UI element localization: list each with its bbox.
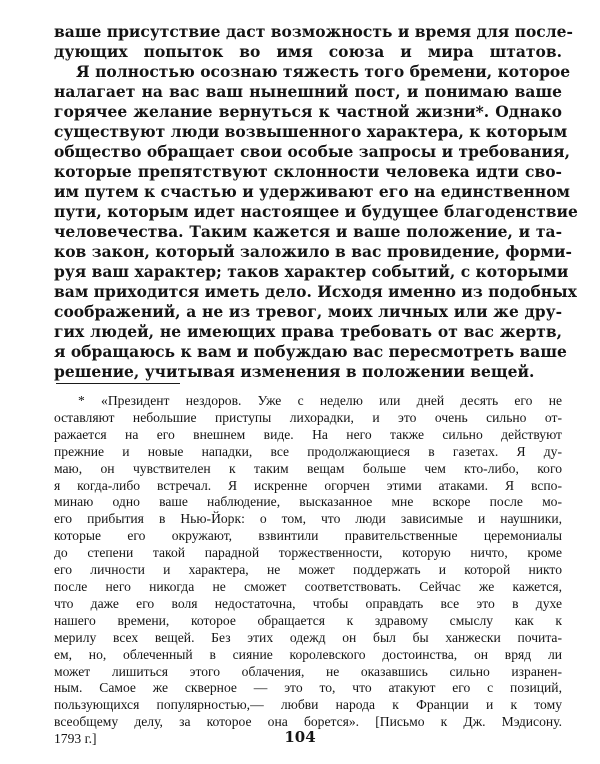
text-line: им путем к счастью и удерживают его на единственном <box>54 182 570 201</box>
text-line: существуют люди возвышенного характера, к которым <box>54 122 568 141</box>
footnote-line: которые его окружают, взвинтили правительственные церемониалы <box>54 528 562 544</box>
paragraph-continuation <box>54 22 573 62</box>
text-line: руя ваш характер; таков характер событий, с которыми <box>54 262 569 281</box>
footnote-line: я когда-либо встречал. Я искренне огорчен этими атаками. Я вспо- <box>54 477 562 493</box>
footnote-line: всеобщему делу, за которое она борется». [Письмо к Дж. Мэдисону. <box>54 714 562 730</box>
text-line: налагает на вас ваш нынешний пост, и понимаю ваше <box>54 82 562 101</box>
paragraph-main <box>54 62 578 382</box>
footnote-line: ным. Самое же скверное — это то, что атакуют его с позиций, <box>54 680 562 696</box>
footnote-line: его личности и характера, не может поддержать и которой никто <box>54 562 562 578</box>
text-line: человечества. Таким кажется и ваше положение, и та- <box>54 222 562 241</box>
footnote-line: оставляют небольшие приступы лихорадки, и это очень сильно от- <box>54 409 562 425</box>
footnote <box>54 393 562 748</box>
text-line: пути, которым идет настоящее и будущее благоденствие <box>54 202 578 221</box>
footnote-line: * «Президент нездоров. Уже с неделю или дней десять его не <box>78 393 562 408</box>
footnote-line: ражается на его внешнем виде. На него также сильно действуют <box>54 426 562 442</box>
footnote-line: ем, но, облеченный в сияние королевского достоинства, он вряд ли <box>54 646 562 662</box>
footnote-line: нашего времени, которое обращается к здравому смыслу как к <box>54 612 562 628</box>
text-line: горячее желание вернуться к частной жизни*. Однако <box>54 102 562 121</box>
text-line: которые препятствуют склонности человека идти сво- <box>54 162 562 181</box>
text-line: Я полностью осознаю тяжесть того бремени, которое <box>76 62 571 81</box>
text-line: дующих попыток во имя союза и мира штатов. <box>54 42 562 61</box>
footnote-line: до степени такой парадной торжественности, которую ничто, кроме <box>54 545 562 561</box>
footnote-line: 1793 г.] <box>54 731 97 747</box>
text-line: ков закон, который заложило в вас провидение, форми- <box>54 242 572 261</box>
page-number: 104 <box>284 728 316 746</box>
footnote-line: пользующихся популярностью,— любви народа к Франции и к тому <box>54 697 562 713</box>
text-line: решение, учитывая изменения в положении вещей. <box>54 362 535 381</box>
footnote-line: после него никогда не сможет соответствовать. Сейчас же кажется, <box>54 578 562 594</box>
footnote-line: его прибытия в Нью-Йорк: о том, что люди зависимые и наушники, <box>54 511 562 527</box>
text-line: вам приходится иметь дело. Исходя именно из подобных <box>54 282 577 301</box>
footnote-line: может лишиться этого облачения, не оказавшись сильно изранен- <box>54 663 562 679</box>
footnote-line: что даже его воля недостаточна, чтобы оправдать все это в духе <box>54 595 562 611</box>
text-line: ваше присутствие даст возможность и время для после- <box>54 22 573 41</box>
text-line: соображений, а не из тревог, моих личных или же дру- <box>54 302 562 321</box>
footnote-line: мерилу всех вещей. Без этих одежд он был бы ханжески почита- <box>54 629 562 645</box>
text-line: гих людей, не имеющих права требовать от вас жертв, <box>54 322 562 341</box>
footnote-line: минаю одно ваше наблюдение, высказанное мне вскоре после мо- <box>54 494 562 510</box>
footnote-line: прежние и новые нападки, все продолжающиеся в газетах. Я ду- <box>54 443 562 459</box>
footnote-separator <box>56 383 180 384</box>
footnote-line: маю, он чувствителен к таким вещам больше чем кто-либо, кого <box>54 460 562 476</box>
text-line: я обращаюсь к вам и побуждаю вас пересмотреть ваше <box>54 342 567 361</box>
text-line: общество обращает свои особые запросы и требования, <box>54 142 570 161</box>
